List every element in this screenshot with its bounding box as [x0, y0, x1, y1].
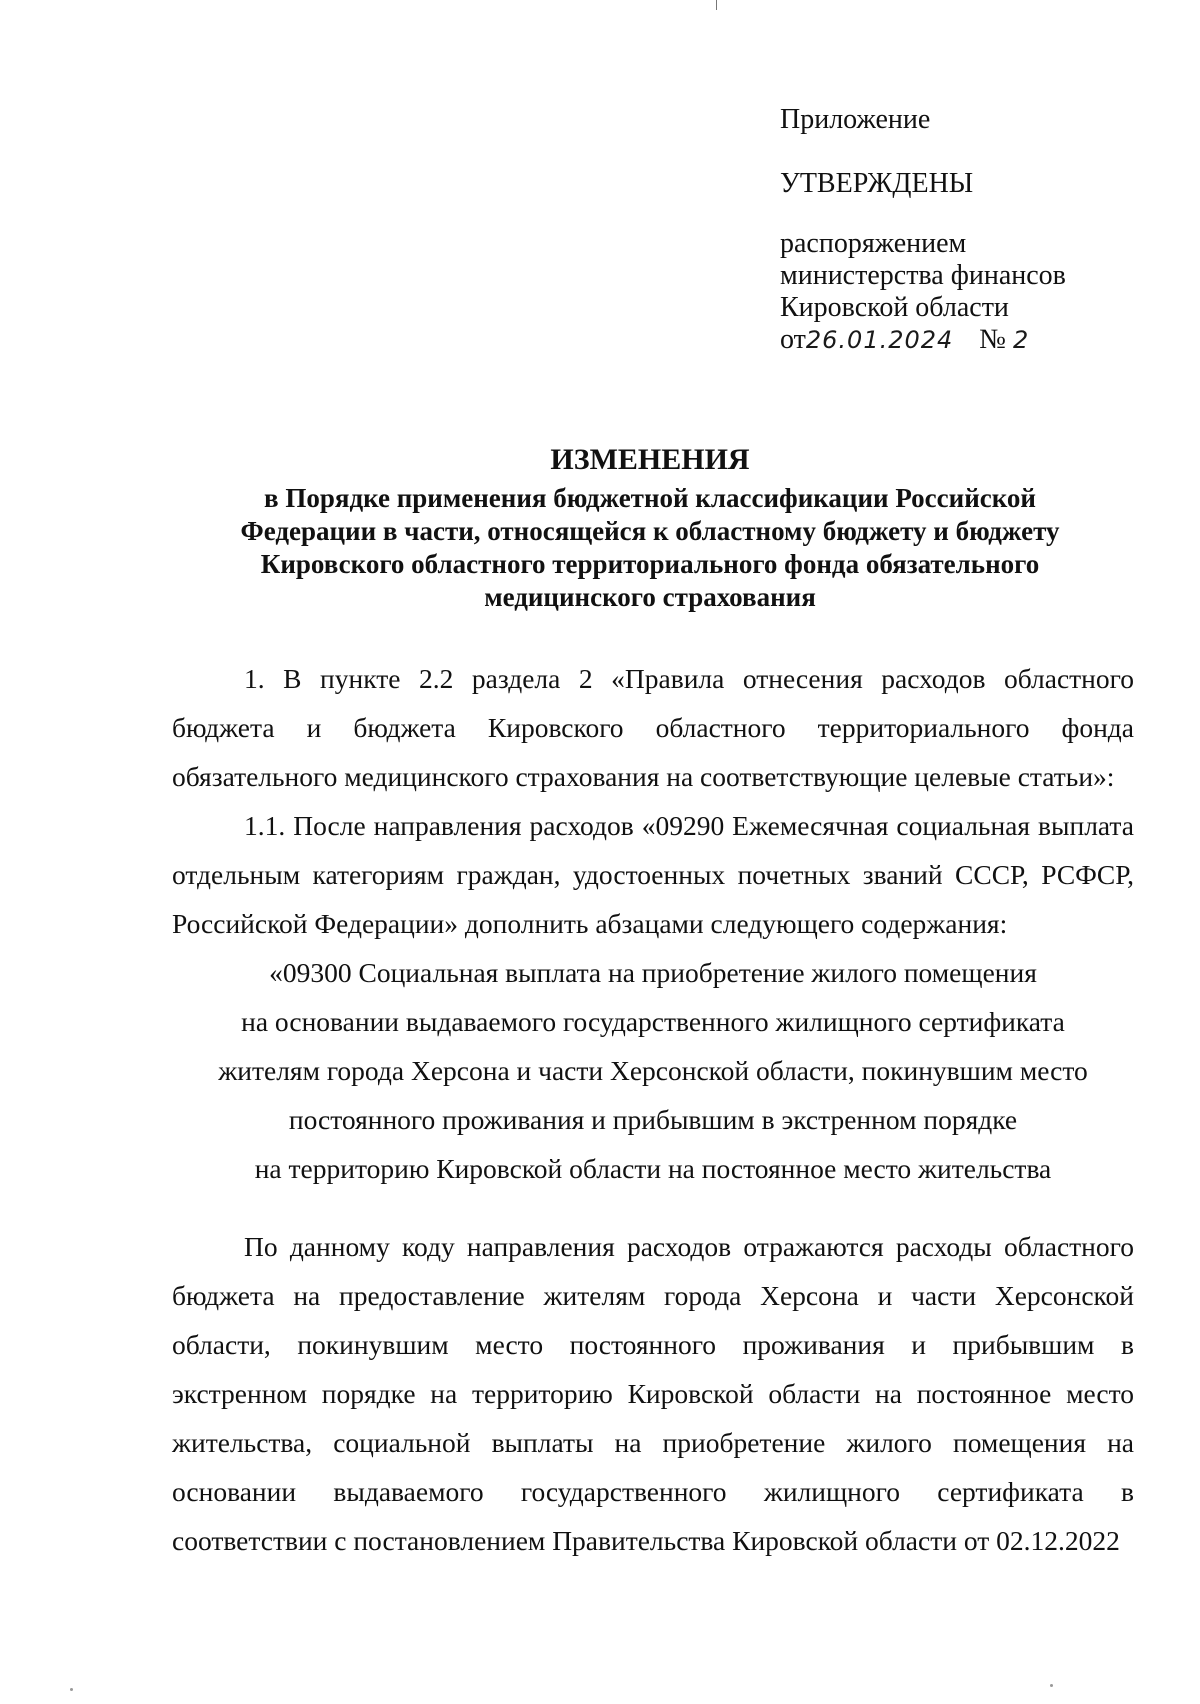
scan-edge-marks	[0, 1680, 1200, 1700]
scan-mark	[716, 0, 717, 10]
document-title	[200, 442, 1100, 614]
handwritten-date: 26.01.2024	[805, 326, 954, 354]
paragraph-2: 1.1. После направления расходов «09290 Ежемесячная социальная выплата отдельным категориям граждан, удостоенных почетных званий СССР, РСФСР, Российской Федерации» дополнить абзацами следующего содержания:	[172, 810, 1134, 939]
code-line-3: жителям города Херсона и части Херсонской области, покинувшим место	[218, 1055, 1088, 1086]
scan-dot	[1050, 1684, 1053, 1687]
handwritten-number: 2	[1013, 326, 1030, 354]
code-line-5: на территорию Кировской области на постоянное место жительства	[254, 1153, 1052, 1184]
code-line-2: на основании выдаваемого государственного жилищного сертификата	[241, 1006, 1065, 1037]
approved-label: УТВЕРЖДЕНЫ	[780, 168, 974, 199]
code-line-1: «09300 Социальная выплата на приобретение жилого помещения	[269, 957, 1037, 988]
date-prefix: от	[780, 324, 806, 355]
body-section-1	[172, 654, 1134, 1193]
paragraph-3: По данному коду направления расходов отражаются расходы областного бюджета на предоставление жителям города Херсона и части Херсонской области, покинувшим место постоянного проживания и прибывшим в экстренном порядке на территорию Кировской области на постоянное место жительства, социальной выплаты на приобретение жилого помещения на основании выдаваемого государственного жилищного сертификата в соответствии с постановлением Правительства Кировской области от 02.12.2022	[172, 1231, 1134, 1556]
centered-code-block	[172, 948, 1134, 1193]
approval-block	[780, 104, 1066, 356]
approval-line-1: распоряжением	[780, 228, 967, 259]
scan-dot	[70, 1688, 73, 1691]
paragraph-1: 1. В пункте 2.2 раздела 2 «Правила отнесения расходов областного бюджета и бюджета Кировского областного территориального фонда обязательного медицинского страхования на соответствующие целевые статьи»:	[172, 663, 1134, 792]
title-subtitle: в Порядке применения бюджетной классификации Российской Федерации в части, относящейся к областному бюджету и бюджету Кировского областного территориального фонда обязательного медицинского страхования	[240, 483, 1060, 612]
number-prefix: №	[979, 324, 1007, 355]
approval-line-3: Кировской области	[780, 292, 1009, 323]
appendix-label: Приложение	[780, 104, 931, 135]
approval-line-2: министерства финансов	[780, 260, 1066, 291]
body-section-2	[172, 1222, 1134, 1565]
title-main: ИЗМЕНЕНИЯ	[550, 443, 750, 476]
code-line-4: постоянного проживания и прибывшим в экстренном порядке	[288, 1104, 1018, 1135]
approval-date-line	[780, 324, 1066, 356]
